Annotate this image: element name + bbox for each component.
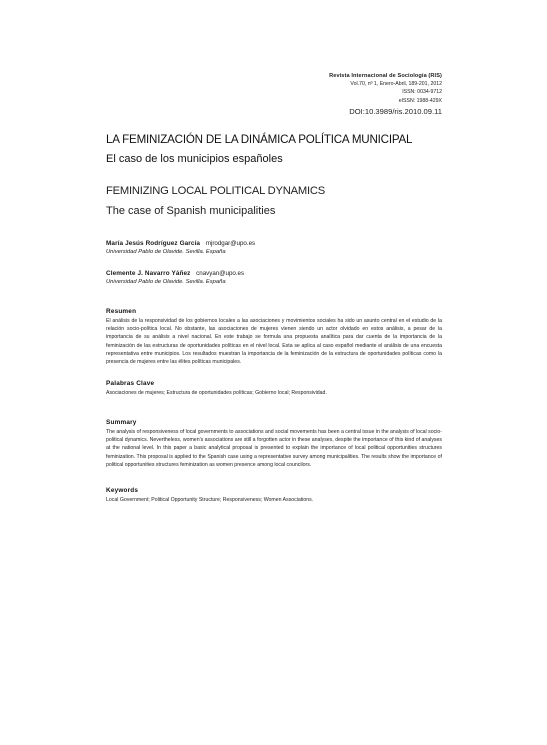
subtitle-english: The case of Spanish municipalities (106, 204, 276, 217)
palabras-clave-heading: Palabras Clave (106, 379, 155, 387)
resumen-section (106, 308, 442, 367)
summary-section (106, 419, 442, 469)
journal-eissn: eISSN: 1988-429X (398, 97, 442, 104)
keywords-heading: Keywords (106, 487, 139, 495)
article-first-page (106, 72, 442, 505)
title-spanish: LA FEMINIZACIÓN DE LA DINÁMICA POLÍTICA MUNICIPAL (106, 132, 413, 146)
author-1 (106, 239, 442, 248)
author-1-name: María Jesús Rodríguez García (106, 239, 201, 247)
resumen-heading: Resumen (106, 307, 137, 315)
author-1-email: mjrodgar@upo.es (205, 239, 256, 247)
journal-issue: Vol.70, nº 1, Enero-Abril, 189-201, 2012 (350, 81, 442, 88)
author-2-name: Clemente J. Navarro Yáñez (106, 269, 191, 277)
author-2-email: cnavyan@upo.es (196, 269, 245, 277)
palabras-clave-section (106, 380, 442, 397)
author-2 (106, 269, 442, 278)
palabras-clave-body: Asociaciones de mujeres; Estructura de oportunidades políticas; Gobierno local; Responsividad. (106, 389, 327, 396)
keywords-body: Local Government; Political Opportunity Structure; Responsiveness; Women Associations. (106, 497, 314, 504)
title-english: FEMINIZING LOCAL POLITICAL DYNAMICS (106, 184, 326, 197)
keywords-section (106, 487, 442, 504)
article-doi: DOI:10.3989/ris.2010.09.11 (349, 106, 442, 116)
resumen-body: El análisis de la responsividad de los gobiernos locales a las asociaciones y movimientos sociales ha sido un asunto central en el estudio de la relación socio-política local. No obstante, las asociaciones de mujeres vienen siendo un actor olvidado en estos análisis, a pesar de la importancia de su análisis a nivel nacional. En este trabajo se formula una propuesta analítica para dar cuenta de la importancia de la feminización de las estructuras de oportunidades políticas en el nivel local. Esta se aplica al caso español mediante el análisis de una encuesta representativa entre municipios. Los resultados muestran la importancia de la feminización de la estructura de oportunidades políticas como la presencia de mujeres entre las élites políticas municipales. (106, 317, 442, 366)
journal-header (106, 72, 442, 117)
summary-body: The analysis of responsiveness of local governments to associations and social movements has been a central issue in the analysis of local socio-political dynamics. Nevertheless, women's associations are still a forgotten actor in these analyses, despite the importance of this kind of analyses at the national level. In this paper a basic analytical proposal is presented to explain the importance of local political opportunities structures feminization. This proposal is applied to the Spanish case using a representative survey among municipalities. The results show the importance of political opportunities structures feminization as women presence among local councilors. (106, 428, 442, 469)
journal-issn: ISSN: 0034-9712 (402, 89, 442, 96)
summary-heading: Summary (106, 418, 137, 426)
author-1-affiliation: Universidad Pablo de Olavide. Sevilla. España (106, 248, 226, 255)
author-2-affiliation: Universidad Pablo de Olavide. Sevilla. España (106, 278, 226, 285)
journal-name: Revista Internacional de Sociología (RIS) (329, 73, 442, 79)
subtitle-spanish: El caso de los municipios españoles (106, 152, 283, 165)
